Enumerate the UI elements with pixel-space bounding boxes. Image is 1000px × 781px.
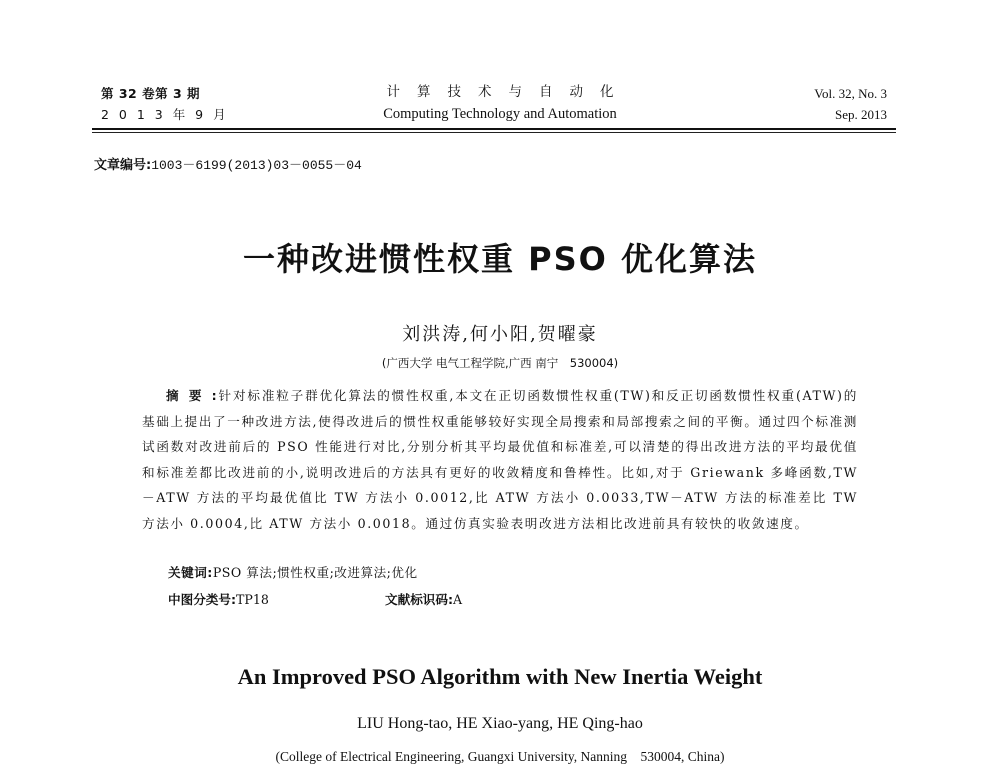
volume-issue-en: Vol. 32, No. 3 [814,86,887,101]
document-code-label: 文献标识码: [385,592,454,607]
volume-issue-cn: 第 32 卷第 3 期 [101,86,200,101]
paper-title-cn: 一种改进惯性权重 PSO 优化算法 [243,240,757,278]
running-header-left [101,83,229,125]
abstract-text: 针对标准粒子群优化算法的惯性权重,本文在正切函数惯性权重(TW)和反正切函数惯性权重(ATW)的基础上提出了一种改进方法,使得改进后的惯性权重能够较好实现全局搜索和局部搜索之间的平衡。通过四个标准测试函数对改进前后的 PSO 性能进行对比,分别分析其平均最优值和标准差,可以清楚的得出改进方法的平均最优值和标准差都比改进前的小,说明改进后的方法具有更好的收敛精度和鲁棒性。比如,对于 Griewank 多峰函数,TW－ATW 方法的平均最优值比 TW 方法小 0.0012,比 ATW 方法小 0.0033,TW－ATW 方法的标准差比 TW 方法小 0.0004,比 ATW 方法小 0.0018。通过仿真实验表明改进方法相比改进前具有较快的收敛速度。 [142,388,858,531]
article-number [94,154,362,173]
article-number-label: 文章编号: [94,158,152,173]
affiliation-en: (College of Electrical Engineering, Guangxi University, Nanning 530004, China) [275,749,725,764]
classification-value: TP18 [236,592,269,607]
keywords [168,562,418,581]
keywords-label: 关键词: [168,565,213,580]
header-rule-thin [92,132,896,133]
journal-name-cn: 计算技术与自动化 [386,84,631,100]
running-header-center [330,81,670,125]
abstract-cn [142,383,858,536]
date-cn: 2 0 1 3 年 9 月 [101,107,229,122]
authors-cn: 刘洪涛,何小阳,贺曜豪 [402,324,598,345]
document-code [385,589,462,608]
authors-en: LIU Hong-tao, HE Xiao-yang, HE Qing-hao [357,715,643,732]
header-rule-thick [92,128,896,130]
abstract-colon: : [211,388,219,403]
article-number-value: 1003－6199(2013)03－0055－04 [151,158,362,173]
journal-name-en: Computing Technology and Automation [383,106,617,122]
running-header-right [814,83,887,125]
affiliation-cn: (广西大学 电气工程学院,广西 南宁 530004) [381,356,619,370]
date-en: Sep. 2013 [835,107,887,122]
keywords-value: PSO 算法;惯性权重;改进算法;优化 [212,565,418,580]
document-code-value: A [453,592,463,607]
paper-title-en: An Improved PSO Algorithm with New Inertia Weight [237,664,763,689]
classification-number [168,589,269,608]
classification-label: 中图分类号: [168,592,237,607]
abstract-label: 摘要 [166,388,212,403]
